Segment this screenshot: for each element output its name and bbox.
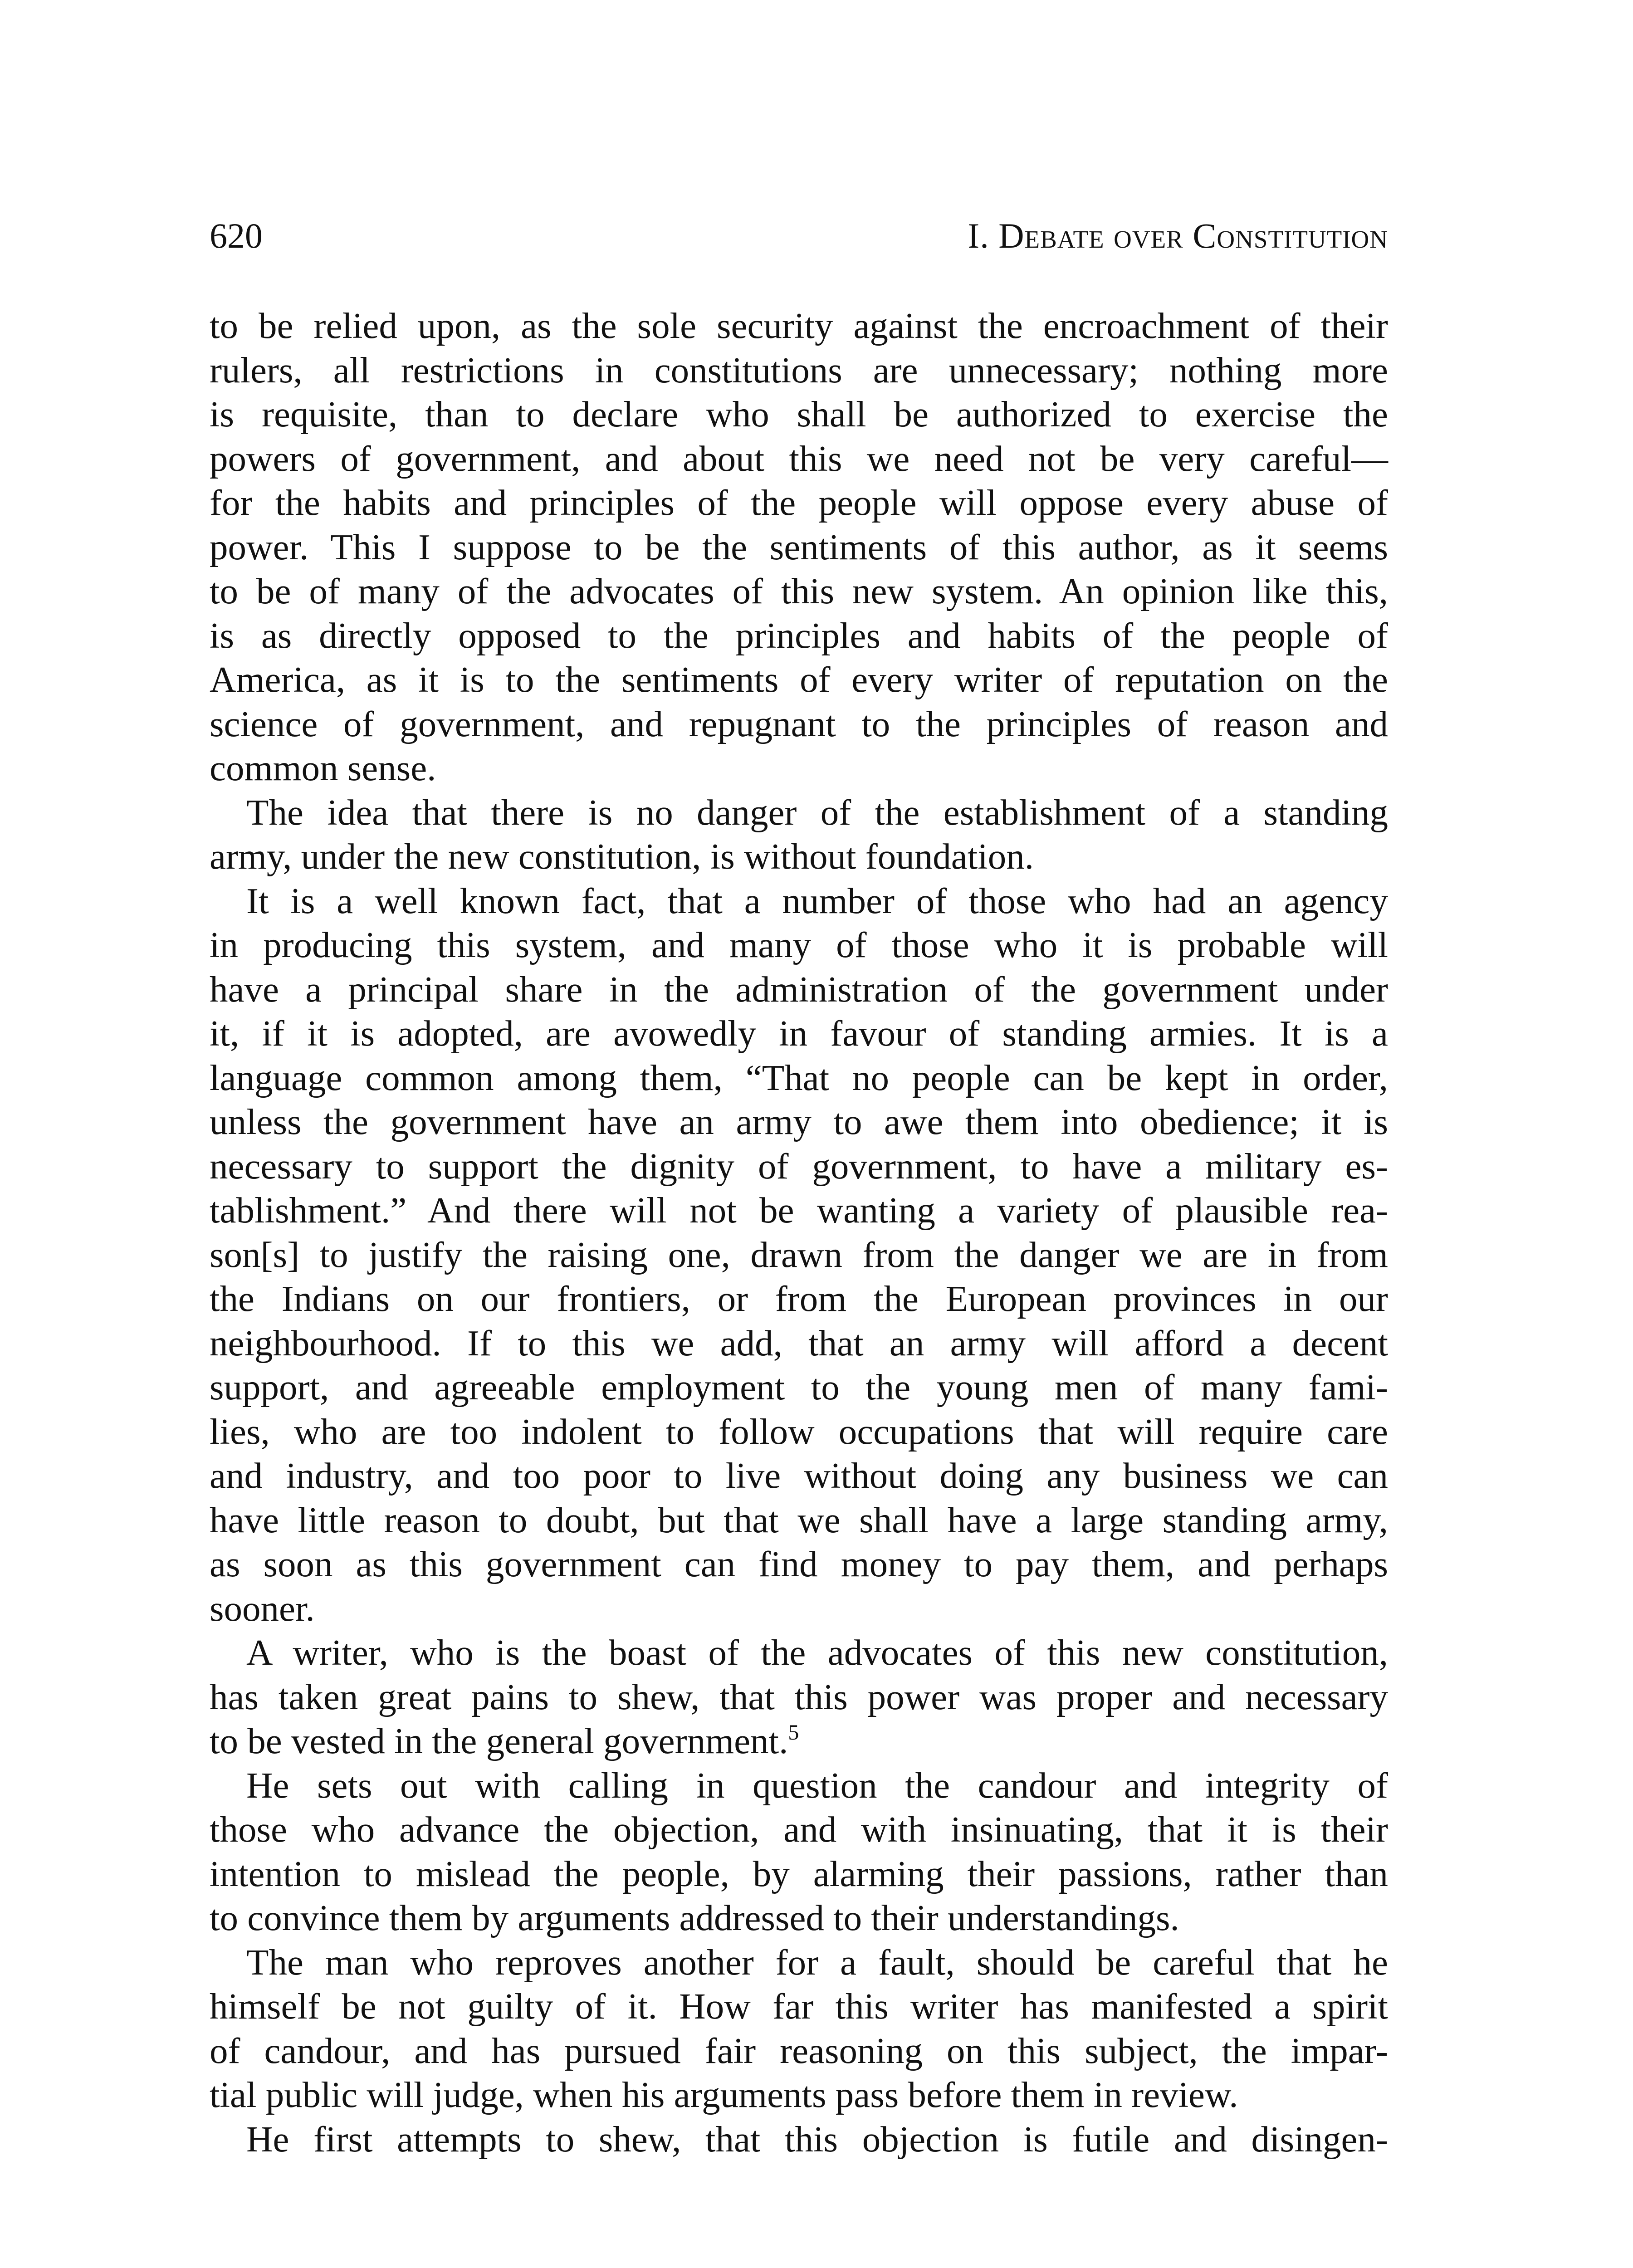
text-line: has taken great pains to shew, that this power was proper and necessary [210, 1676, 1388, 1717]
text-line: himself be not guilty of it. How far this writer has manifested a spirit [210, 1986, 1388, 2027]
text-line: of candour, and has pursued fair reasoning on this subject, the impar- [210, 2030, 1388, 2071]
body-text [210, 304, 1388, 2161]
text-line: to convince them by arguments addressed to their understandings. [210, 1897, 1179, 1938]
text-line: have little reason to doubt, but that we shall have a large standing army, [210, 1499, 1388, 1540]
text-line: the Indians on our frontiers, or from the European provinces in our [210, 1278, 1388, 1319]
text-line: common sense. [210, 748, 436, 788]
text-line: tablishment.” And there will not be wanting a variety of plausible rea- [210, 1190, 1388, 1231]
paragraph-start-line: The idea that there is no danger of the establishment of a standing [246, 792, 1388, 833]
text-line: to be relied upon, as the sole security against the encroachment of their [210, 305, 1388, 346]
section-title: I. Debate over Constitution [968, 216, 1388, 255]
paragraph-start-line: He sets out with calling in question the candour and integrity of [246, 1765, 1388, 1806]
paragraph-start-line: It is a well known fact, that a number of those who had an agency [246, 880, 1388, 921]
text-line: for the habits and principles of the people will oppose every abuse of [210, 482, 1388, 523]
text-line: army, under the new constitution, is without foundation. [210, 836, 1034, 877]
page-number: 620 [210, 216, 263, 255]
paragraph-start-line: The man who reproves another for a fault, should be careful that he [246, 1941, 1388, 1983]
text-line: those who advance the objection, and with insinuating, that it is their [210, 1809, 1388, 1850]
text-line: have a principal share in the administration of the government under [210, 968, 1388, 1010]
text-line: support, and agreeable employment to the young men of many fami- [210, 1367, 1388, 1408]
text-line: power. This I suppose to be the sentiments of this author, as it seems [210, 526, 1388, 567]
text-line: lies, who are too indolent to follow occupations that will require care [210, 1411, 1388, 1452]
text-line: is as directly opposed to the principles and habits of the people of [210, 615, 1388, 656]
paragraph-start-line: He first attempts to shew, that this objection is futile and disingen- [246, 2118, 1388, 2160]
text-line: and industry, and too poor to live without doing any business we can [210, 1455, 1388, 1496]
text-line: tial public will judge, when his arguments pass before them in review. [210, 2074, 1238, 2115]
text-line-content: to be vested in the general government. [210, 1721, 788, 1761]
text-line: sooner. [210, 1588, 315, 1629]
text-line: it, if it is adopted, are avowedly in favour of standing armies. It is a [210, 1013, 1388, 1054]
text-line: neighbourhood. If to this we add, that an army will afford a decent [210, 1322, 1388, 1364]
text-line: intention to mislead the people, by alarming their passions, rather than [210, 1853, 1388, 1894]
text-line: in producing this system, and many of those who it is probable will [210, 924, 1388, 965]
text-line: science of government, and repugnant to the principles of reason and [210, 703, 1388, 744]
text-line: to be of many of the advocates of this new system. An opinion like this, [210, 571, 1388, 611]
paragraph-start-line: A writer, who is the boast of the advocates of this new constitution, [246, 1632, 1388, 1673]
text-line: as soon as this government can find money to pay them, and perhaps [210, 1544, 1388, 1584]
text-line: son[s] to justify the raising one, drawn from the danger we are in from [210, 1234, 1388, 1275]
text-line: powers of government, and about this we need not be very careful— [210, 438, 1388, 479]
text-line: is requisite, than to declare who shall be authorized to exercise the [210, 394, 1388, 435]
text-line: language common among them, “That no people can be kept in order, [210, 1057, 1388, 1098]
text-line: necessary to support the dignity of government, to have a military es- [210, 1145, 1388, 1187]
text-line-with-footnote [210, 1719, 1388, 1764]
text-line: rulers, all restrictions in constitutions are unnecessary; nothing more [210, 349, 1388, 391]
text-line: unless the government have an army to awe them into obedience; it is [210, 1101, 1388, 1142]
text-line: America, as it is to the sentiments of every writer of reputation on the [210, 659, 1388, 700]
running-head [210, 213, 1388, 259]
footnote-reference: 5 [788, 1721, 799, 1745]
